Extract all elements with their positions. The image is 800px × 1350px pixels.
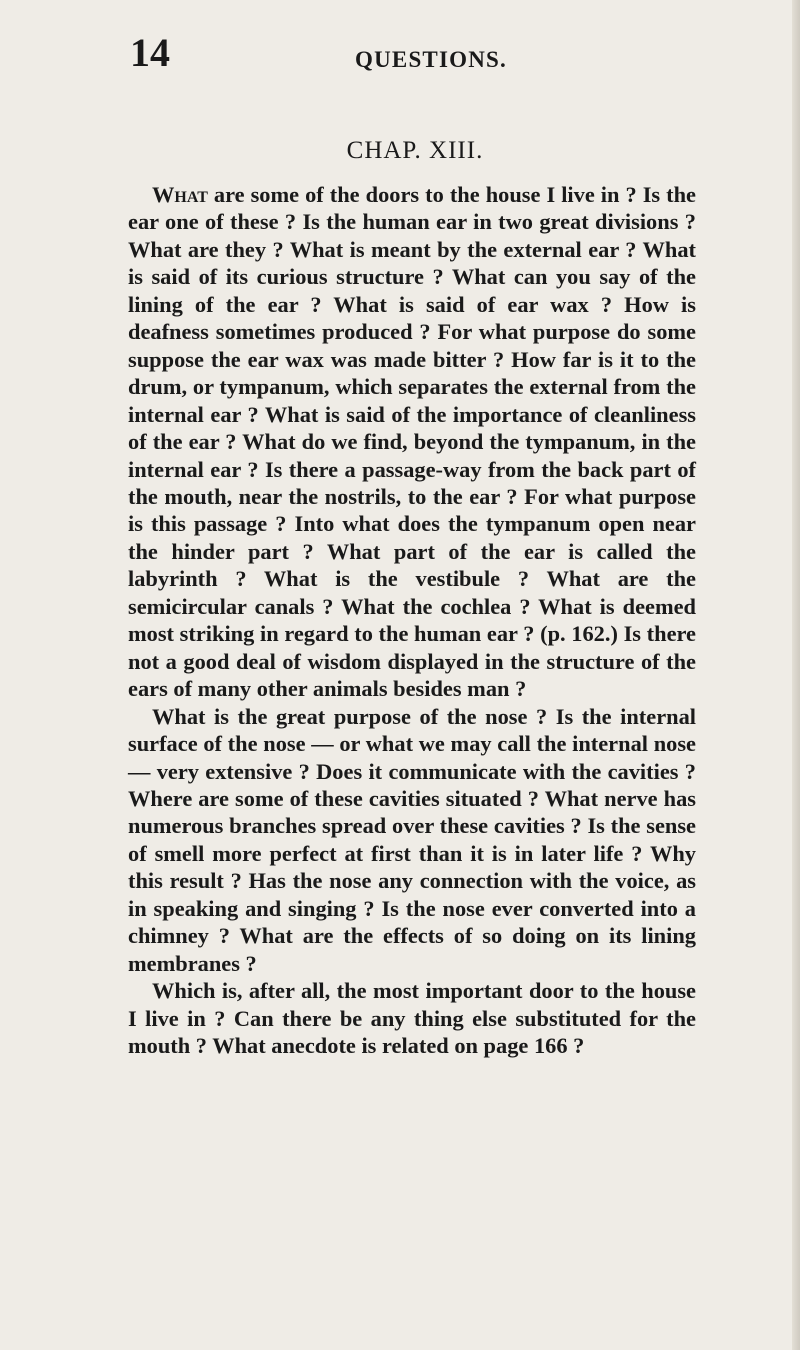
paragraph-text: are some of the doors to the house I live in ? Is the ear one of these ? Is the human ear in two great divisions ? What are they ? What is meant by the external ear ? What is said of its curious structure ? What can you say of the lining of the ear ? What is said of ear wax ? How is deafness sometimes produced ? For what purpose do some suppose the ear wax was made bitter ? How far is it to the drum, or tympanum, which separates the external from the internal ear ? What is said of the importance of cleanliness of the ear ? What do we find, beyond the tympanum, in the internal ear ? Is there a passage-way from the back part of the mouth, near the nostrils, to the ear ? For what purpose is this passage ? Into what does the tympanum open near the hinder part ? What part of the ear is called the labyrinth ? What is the vestibule ? What are the semicircular canals ? What the cochlea ? What is deemed most striking in regard to the human ear ? (p. 162.) Is there not a good deal of wisdom displayed in the structure of the ears of many other animals besides man ?: [128, 182, 696, 702]
running-head: QUESTIONS.: [355, 47, 507, 72]
paragraph-nose: [128, 703, 696, 978]
paragraph-mouth: [128, 977, 696, 1059]
paragraph-ear: [128, 181, 696, 703]
paragraph-text: What is the great purpose of the nose ? Is the internal surface of the nose — or what we may call the internal nose — very extensive ? Does it communicate with the cavities ? Where are some of these cavities situated ? What nerve has numerous branches spread over these cavities ? Is the sense of smell more perfect at first than it is in later life ? Why this result ? Has the nose any connection with the voice, as in speaking and singing ? Is the nose ever converted into a chimney ? What are the effects of so doing on its lining membranes ?: [128, 703, 696, 976]
page-header: [0, 30, 800, 80]
paragraph-lead-word: What: [152, 182, 208, 207]
chapter-title: CHAP. XIII.: [346, 137, 484, 164]
page-number: 14: [130, 30, 170, 75]
page-edge: [792, 0, 800, 1350]
paragraph-text: Which is, after all, the most important door to the house I live in ? Can there be any thing else substituted for the mouth ? What anecdote is related on page 166 ?: [128, 978, 696, 1059]
questions-body: [128, 181, 696, 1060]
